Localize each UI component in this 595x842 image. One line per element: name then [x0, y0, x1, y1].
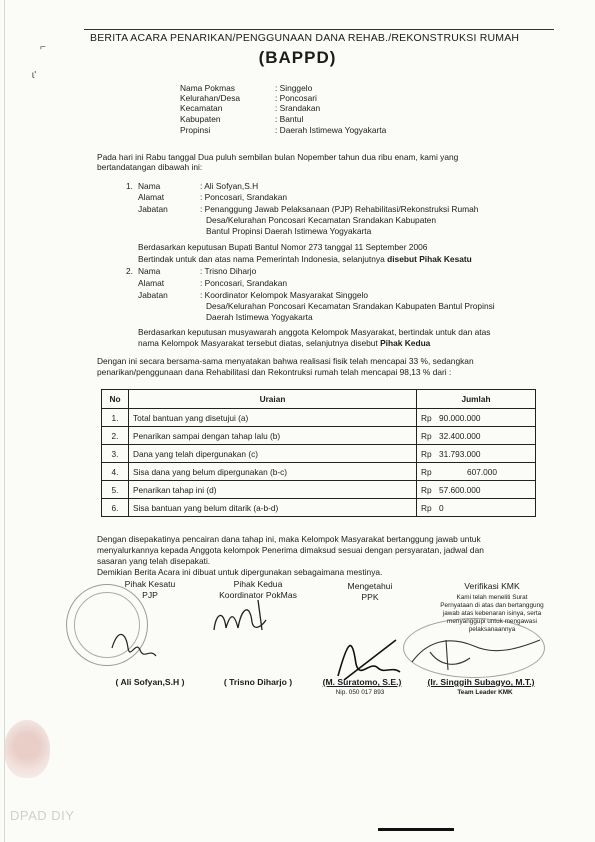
closing-line: Dengan disepakatinya pencairan dana tahap ini, maka Kelompok Masyarakat bertanggung jawab untuk — [97, 534, 481, 544]
party1-position-label: Jabatan — [138, 204, 168, 214]
statement-line: penarikan/penggunaan dana Rehabilitasi dan Rekontruksi rumah telah mencapai 98,13 % dari : — [97, 367, 452, 377]
party2-basis-text: nama Kelompok Masyarakat tersebut diatas, selanjutnya disebut — [138, 338, 381, 348]
row-number: 2. — [102, 427, 129, 445]
location-label: Kelurahan/Desa — [180, 93, 241, 103]
row-number: 5. — [102, 481, 129, 499]
margin-mark: ⌐ — [40, 42, 46, 53]
bottom-bar — [378, 828, 454, 831]
signer2-name: ( Trisno Diharjo ) — [223, 677, 293, 687]
header-amount: Jumlah — [417, 390, 536, 409]
party1-name-label: Nama — [138, 181, 161, 191]
location-label: Kecamatan — [180, 103, 223, 113]
closing-line: sasaran yang telah disepakati. — [97, 556, 211, 566]
party2-position-line: Daerah Istimewa Yogyakarta — [206, 312, 313, 322]
location-value: : Daerah Istimewa Yogyakarta — [275, 125, 387, 135]
party2-address-label: Alamat — [138, 278, 165, 288]
location-label: Propinsi — [180, 125, 211, 135]
signer4-note: menyanggupi untuk mengawasi — [447, 618, 537, 625]
amount-value: 32.400.000 — [439, 430, 481, 441]
location-label: Nama Pokmas — [180, 83, 235, 93]
amount-value: 607.000 — [467, 466, 497, 477]
signer1-role: PJP — [142, 590, 158, 600]
document-subtitle: (BAPPD) — [258, 48, 337, 67]
party1-act-bold: disebut Pihak Kesatu — [387, 254, 472, 264]
header-no: No — [102, 390, 129, 409]
party1-position-line: Desa/Kelurahan Poncosari Kecamatan Srandakan Kabupaten — [206, 215, 437, 225]
row-number: 4. — [102, 463, 129, 481]
row-number: 3. — [102, 445, 129, 463]
archive-watermark: DPAD DIY — [10, 808, 75, 823]
row-description: Penarikan tahap ini (d) — [129, 481, 417, 499]
row-number: 6. — [102, 499, 129, 517]
row-number: 1. — [102, 409, 129, 427]
signature-kmk — [412, 640, 540, 670]
party2-name-label: Nama — [138, 266, 161, 276]
document-title: BERITA ACARA PENARIKAN/PENGGUNAAN DANA REHAB./REKONSTRUKSI RUMAH — [90, 32, 520, 44]
signature-pjp — [112, 634, 156, 656]
party2-position-line: : Koordinator Kelompok Masyarakat Singgelo — [200, 290, 369, 300]
signer1-title: Pihak Kesatu — [124, 579, 176, 589]
currency: Rp — [421, 502, 432, 513]
party1-number: 1. — [126, 181, 133, 191]
closing-line: Demikian Berita Acara ini dibuat untuk dipergunakan sebagaimana mestinya. — [97, 567, 383, 577]
row-description: Sisa bantuan yang belum ditarik (a-b-d) — [129, 499, 417, 517]
row-description: Dana yang telah dipergunakan (c) — [129, 445, 417, 463]
signer3-role: PPK — [361, 592, 379, 602]
signer4-note: pelaksanaannya — [468, 626, 516, 633]
closing-line: menyalurkannya kepada Anggota kelompok Penerima dimaksud sesuai dengan persyaratan, jadwal dan — [97, 545, 484, 555]
party1-basis: Berdasarkan keputusan Bupati Bantul Nomor 273 tanggal 11 September 2006 — [138, 242, 428, 252]
location-value: : Bantul — [275, 114, 304, 124]
party1-position-line: : Penanggung Jawab Pelaksanaan (PJP) Rehabilitasi/Rekonstruksi Rumah — [200, 204, 479, 214]
signer3-nip: Nip. 050 017 893 — [335, 689, 385, 696]
party2-basis-bold: Pihak Kedua — [380, 338, 431, 348]
header-description: Uraian — [129, 390, 417, 409]
signer4-note: Pernyataan di atas dan bertanggung — [440, 602, 544, 609]
intro-line: bertandatangan dibawah ini: — [97, 162, 203, 172]
currency: Rp — [421, 412, 432, 423]
party2-basis: Berdasarkan keputusan musyawarah anggota Kelompok Masyarakat, bertindak untuk dan atas — [138, 327, 491, 337]
signer4-role: Team Leader KMK — [457, 689, 513, 696]
archive-seal-logo — [4, 720, 50, 778]
location-value: : Srandakan — [275, 103, 321, 113]
party1-address-label: Alamat — [138, 192, 165, 202]
currency: Rp — [421, 430, 432, 441]
signer3-title: Mengetahui — [347, 581, 393, 591]
row-description: Total bantuan yang disetujui (a) — [129, 409, 417, 427]
location-label: Kabupaten — [180, 114, 221, 124]
party1-address-value: : Poncosari, Srandakan — [200, 192, 288, 202]
amount-value: 31.793.000 — [439, 448, 481, 459]
margin-mark: ɩ' — [32, 70, 37, 81]
currency: Rp — [421, 448, 432, 459]
currency: Rp — [421, 466, 432, 477]
amount-value: 0 — [439, 502, 444, 513]
location-value: : Poncosari — [275, 93, 317, 103]
party2-address-value: : Poncosari, Srandakan — [200, 278, 288, 288]
party2-position-line: Desa/Kelurahan Poncosari Kecamatan Srandakan Kabupaten Bantul Propinsi — [206, 301, 495, 311]
location-value: : Singgelo — [275, 83, 313, 93]
row-description: Penarikan sampai dengan tahap lalu (b) — [129, 427, 417, 445]
signer2-role: Koordinator PokMas — [219, 590, 297, 600]
signer3-name: (M. Suratomo, S.E.) — [322, 677, 402, 687]
signer4-note: jawab atas kebenaran isinya, serta — [442, 610, 542, 617]
signer4-note: Kami telah meneliti Surat — [456, 594, 528, 601]
party2-number: 2. — [126, 266, 133, 276]
signature-ppk — [338, 640, 400, 680]
intro-line: Pada hari ini Rabu tanggal Dua puluh sembilan bulan Nopember tahun dua ribu enam, kami yang — [97, 152, 459, 162]
amount-value: 57.600.000 — [439, 484, 481, 495]
currency: Rp — [421, 484, 432, 495]
party1-act-text: Bertindak untuk dan atas nama Pemerintah Indonesia, selanjutnya — [138, 254, 388, 264]
statement-line: Dengan ini secara bersama-sama menyatakan bahwa realisasi fisik telah mencapai 33 %, sedangkan — [97, 356, 474, 366]
signer4-name: (Ir. Singgih Subagyo, M.T.) — [427, 677, 535, 687]
party2-name-value: : Trisno Diharjo — [200, 266, 257, 276]
party1-position-line: Bantul Propinsi Daerah Istimewa Yogyakarta — [206, 226, 372, 236]
signer4-title: Verifikasi KMK — [464, 581, 520, 591]
signer2-title: Pihak Kedua — [233, 579, 283, 589]
signer1-name: ( Ali Sofyan,S.H ) — [115, 677, 185, 687]
signature-pokmas — [214, 600, 266, 630]
amount-value: 90.000.000 — [439, 412, 481, 423]
party2-position-label: Jabatan — [138, 290, 168, 300]
row-description: Sisa dana yang belum dipergunakan (b-c) — [129, 463, 417, 481]
party1-name-value: : Ali Sofyan,S.H — [200, 181, 259, 191]
